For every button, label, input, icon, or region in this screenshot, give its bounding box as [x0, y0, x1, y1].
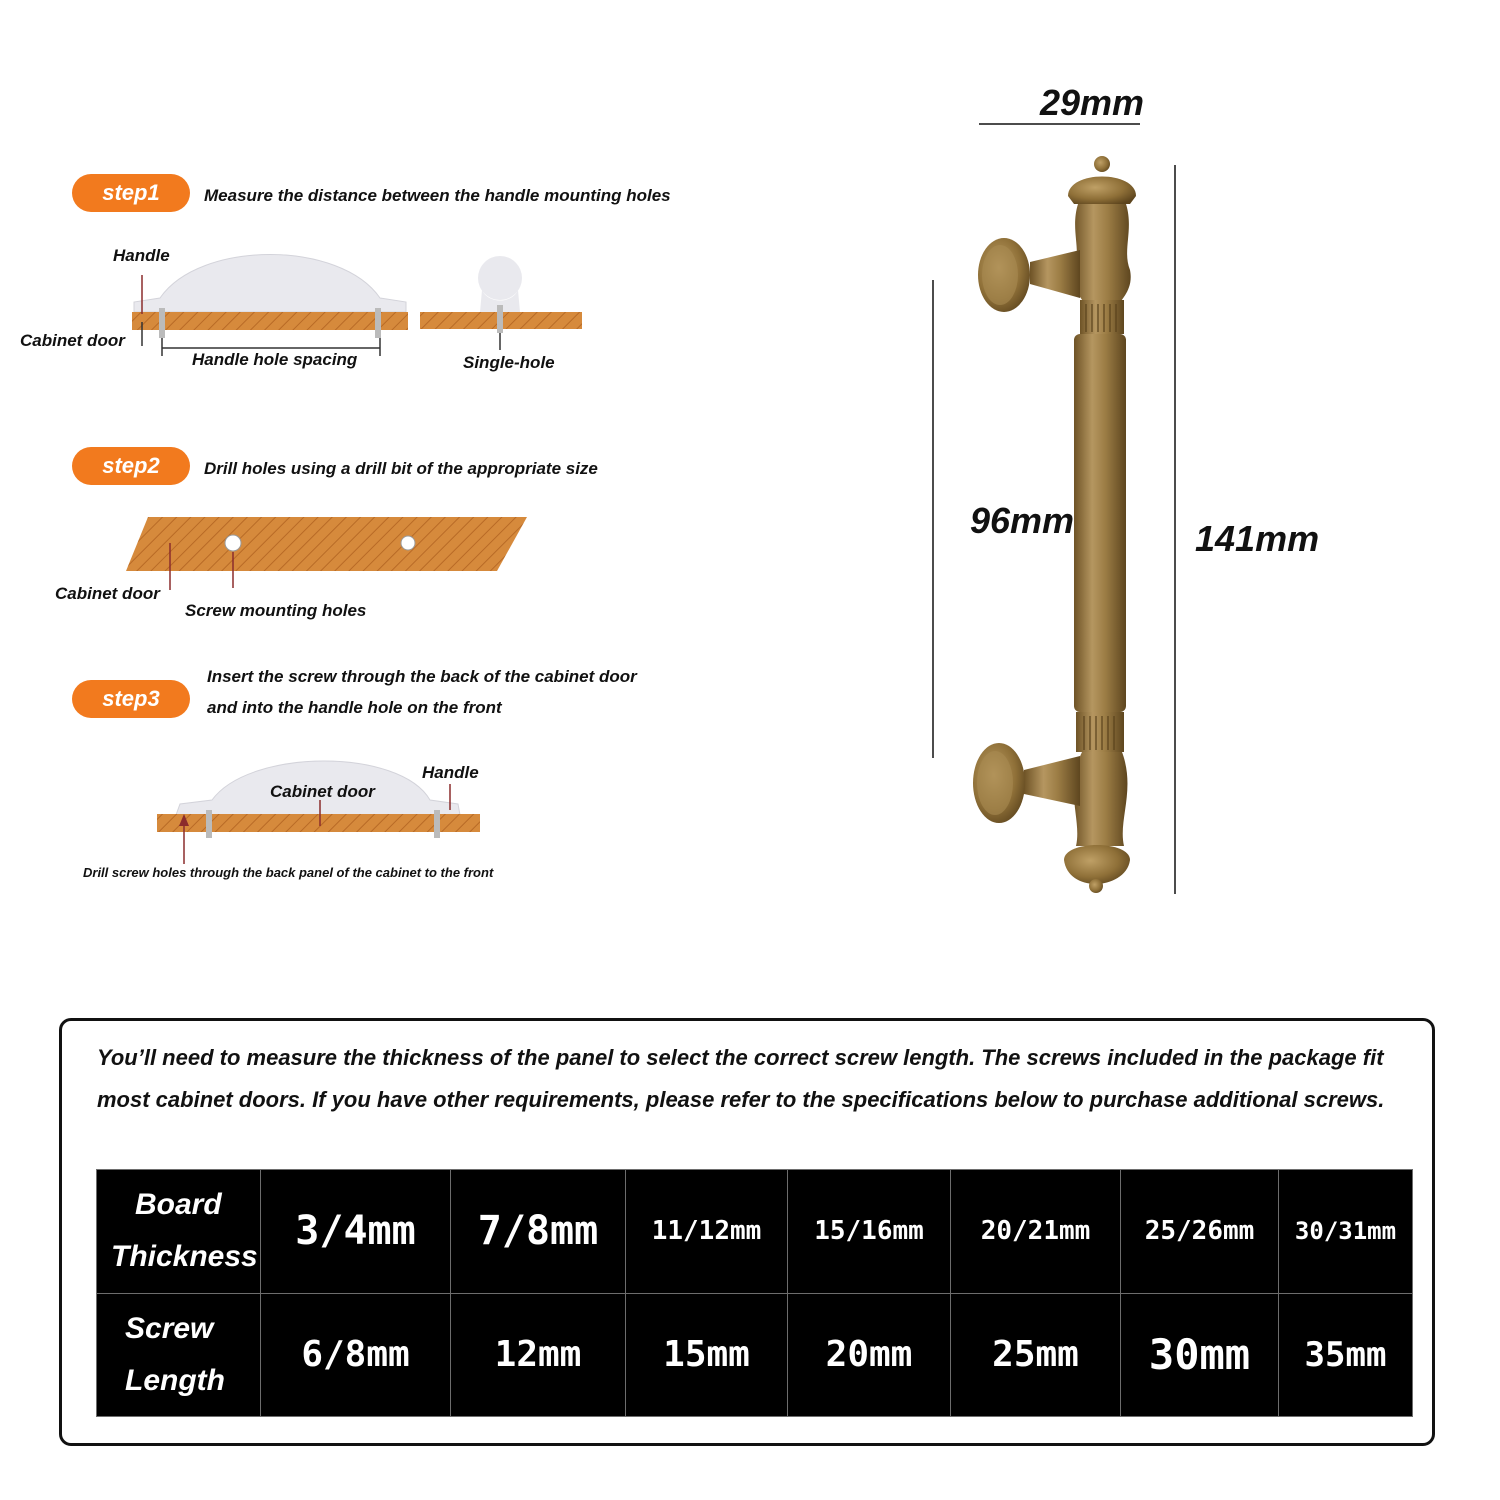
table-cell: 25/26mm: [1121, 1170, 1279, 1294]
table-cell: 30mm: [1121, 1293, 1279, 1417]
screw-spec-table: [96, 1169, 1413, 1417]
table-cell: 6/8mm: [261, 1293, 451, 1417]
table-cell: 35mm: [1279, 1293, 1413, 1417]
screw-header-line2: Length: [125, 1363, 225, 1397]
step3-drill-note: Drill screw holes through the back panel of the cabinet to the front: [83, 865, 494, 880]
length-dimension: 141mm: [1195, 518, 1320, 559]
step1-cabinet-door-label: Cabinet door: [20, 331, 125, 350]
step1-badge: step1: [72, 174, 190, 212]
screw-header-line1: Screw: [125, 1311, 214, 1345]
board-thickness-header: [97, 1170, 261, 1294]
screw-spec-panel: [59, 1018, 1435, 1446]
table-cell: 3/4mm: [261, 1170, 451, 1294]
step3-badge: step3: [72, 680, 190, 718]
step3-cabinet-door-label: Cabinet door: [270, 782, 375, 801]
table-cell: 30/31mm: [1279, 1170, 1413, 1294]
screw-length-row: [97, 1293, 1413, 1417]
table-cell: 15/16mm: [788, 1170, 951, 1294]
table-cell: 12mm: [451, 1293, 626, 1417]
step2-instruction: Drill holes using a drill bit of the appropriate size: [204, 459, 598, 478]
step1-instruction: Measure the distance between the handle mounting holes: [204, 186, 671, 205]
step3-instruction-line1: Insert the screw through the back of the cabinet door: [207, 667, 637, 686]
board-header-line2: Thickness: [111, 1240, 258, 1274]
board-header-line1: Board: [135, 1188, 222, 1222]
width-dimension: 29mm: [1040, 82, 1145, 123]
table-cell: 15mm: [626, 1293, 788, 1417]
step3-handle-label: Handle: [422, 763, 479, 782]
step1-handle-label: Handle: [113, 246, 170, 265]
screw-length-header: [97, 1293, 261, 1417]
step2-cabinet-door-label: Cabinet door: [55, 584, 160, 603]
hole-spacing-dimension: 96mm: [970, 500, 1075, 541]
table-cell: 25mm: [951, 1293, 1121, 1417]
table-cell: 20/21mm: [951, 1170, 1121, 1294]
step2-badge: step2: [72, 447, 190, 485]
table-cell: 20mm: [788, 1293, 951, 1417]
step1-single-hole-label: Single-hole: [463, 353, 555, 372]
step1-hole-spacing-label: Handle hole spacing: [192, 350, 358, 369]
spec-intro-text: You’ll need to measure the thickness of the panel to select the correct screw length. The screws included in the package fit most cabinet doors. If you have other requirements, please refer to the specifications below to purchase additional screws.: [97, 1045, 1385, 1112]
table-cell: 11/12mm: [626, 1170, 788, 1294]
table-cell: 7/8mm: [451, 1170, 626, 1294]
board-thickness-row: [97, 1170, 1413, 1294]
step3-instruction-line2: and into the handle hole on the front: [207, 698, 502, 717]
step2-screw-holes-label: Screw mounting holes: [185, 601, 367, 620]
